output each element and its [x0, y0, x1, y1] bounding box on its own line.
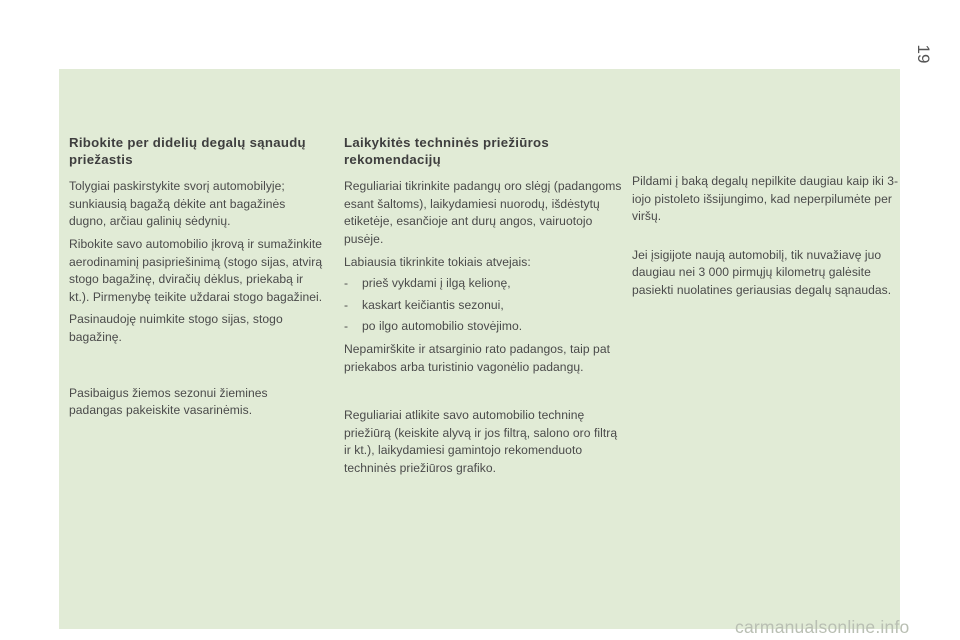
heading-maintenance: Laikykitės techninės priežiūros rekomendacijų — [344, 135, 549, 167]
paragraph-spare-tyre: Nepamirškite ir atsarginio rato padangos, taip pat priekabos arba turistinio vagonėlio padangų. — [344, 341, 611, 374]
page-number: 19 — [914, 44, 933, 64]
watermark: carmanualsonline.info — [735, 617, 910, 637]
list-item: - po ilgo automobilio stovėjimo. — [344, 318, 624, 336]
paragraph-aerodynamics: Ribokite savo automobilio įkrovą ir sumažinkite aerodinaminį pasipriešinimą (stogo sijas, atvirą stogo bagažinę, dviračių dėklus, priekabą ir kt.). Pirmenybę teikite uždarai stogo bagažinei. — [69, 236, 323, 304]
paragraph-new-car: Jei įsigijote naują automobilį, tik nuvažiavę juo daugiau nei 3 000 pirmųjų kilometrų galėsite pasiekti nuolatines geriausias degalų sąnaudas. — [632, 247, 892, 297]
paragraph-refuelling: Pildami į baką degalų nepilkite daugiau kaip iki 3-iojo pistoleto išsijungimo, kad neperpilumėte per viršų. — [632, 174, 899, 224]
heading-fuel-consumption: Ribokite per didelių degalų sąnaudų priežastis — [69, 135, 306, 167]
column-refuelling — [632, 173, 900, 300]
paragraph-service: Reguliariai atlikite savo automobilio techninę priežiūrą (keiskite alyvą ir jos filtrą, salono oro filtrą ir kt.), laikydamiesi gamintojo rekomenduoto techninės priežiūros grafiko. — [344, 408, 618, 475]
list-item: - prieš vykdami į ilgą kelionę, — [344, 275, 624, 293]
paragraph-check-cases: Labiausia tikrinkite tokiais atvejais: — [344, 254, 531, 269]
list-item: - kaskart keičiantis sezonui, — [344, 297, 624, 315]
check-list — [344, 275, 624, 336]
column-fuel-consumption — [69, 135, 324, 420]
paragraph-roof-bars: Pasinaudoję nuimkite stogo sijas, stogo bagažinę. — [69, 312, 283, 344]
paragraph-weight: Tolygiai paskirstykite svorį automobilyje; sunkiausią bagažą dėkite ant bagažinės dugno, arčiau galinių sėdynių. — [69, 179, 286, 229]
paragraph-tyre-pressure: Reguliariai tikrinkite padangų oro slėgį (padangoms esant šaltoms), laikydamiesi nuorodų, išdėstytų etiketėje, esančioje ant durų angos, vairuotojo pusėje. — [344, 179, 622, 246]
column-maintenance — [344, 135, 624, 478]
paragraph-tyres-season: Pasibaigus žiemos sezonui žiemines padangas pakeiskite vasarinėmis. — [69, 385, 268, 418]
